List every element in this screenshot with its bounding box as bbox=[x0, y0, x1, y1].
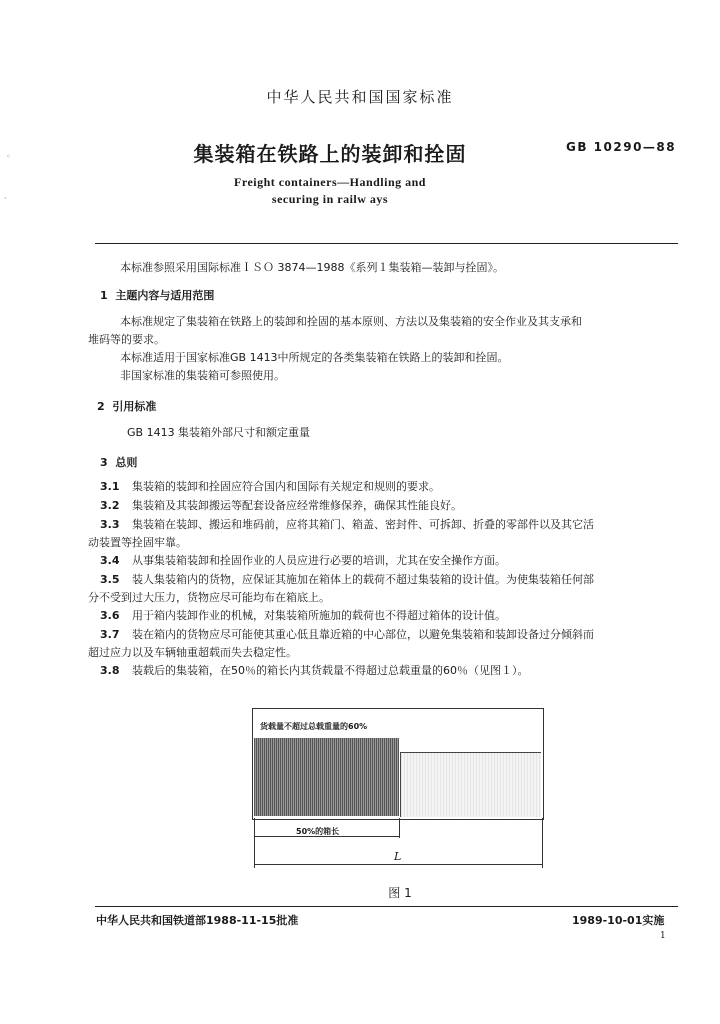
clause-3-7-cont: 超过应力以及车辆轴重超载而失去稳定性。 bbox=[88, 646, 297, 659]
document-title: 集装箱在铁路上的装卸和拴固 bbox=[193, 142, 467, 166]
dim-tick-right bbox=[542, 818, 543, 868]
clause-3-4 bbox=[100, 552, 506, 570]
clause-text: 集装箱的装卸和拴固应符合国内和国际有关规定和规则的要求。 bbox=[132, 480, 440, 493]
section-number: 3 bbox=[100, 456, 108, 469]
approval-line: 中华人民共和国铁道部1988-11-15批准 bbox=[96, 914, 299, 927]
remaining-load-region bbox=[400, 752, 541, 817]
clause-text: 装人集装箱内的货物，应保证其施加在箱体上的载荷不超过集装箱的设计值。为使集装箱任何部 bbox=[132, 573, 594, 586]
section-title: 总则 bbox=[115, 456, 138, 469]
dim-tick-left bbox=[254, 818, 255, 868]
sec1-para1-line1: 本标准规定了集装箱在铁路上的装卸和拴固的基本原则、方法以及集装箱的安全作业及其支承和 bbox=[120, 315, 582, 328]
length-label: L bbox=[394, 850, 402, 863]
header-rule bbox=[95, 243, 678, 244]
clause-3-2 bbox=[100, 497, 462, 515]
referenced-standard: GB 1413 集装箱外部尺寸和额定重量 bbox=[127, 426, 311, 439]
clause-number: 3.6 bbox=[100, 609, 120, 622]
section-2-heading bbox=[97, 398, 156, 416]
english-title-line1: Freight containers—Handling and bbox=[234, 175, 426, 189]
figure-1 bbox=[252, 708, 544, 820]
standard-code: GB 10290—88 bbox=[566, 140, 677, 154]
clause-3-8 bbox=[100, 662, 529, 680]
dim-tick-mid bbox=[399, 818, 400, 838]
clause-text: 装在箱内的货物应尽可能使其重心低且靠近箱的中心部位，以避免集装箱和装卸设备过分倾斜而 bbox=[132, 628, 594, 641]
figure-caption: 图 1 bbox=[388, 886, 412, 900]
clause-text: 从事集装箱装卸和拴固作业的人员应进行必要的培训，尤其在安全操作方面。 bbox=[132, 554, 506, 567]
clause-text: 集装箱及其装卸搬运等配套设备应经常维修保养，确保其性能良好。 bbox=[132, 499, 462, 512]
clause-number: 3.8 bbox=[100, 664, 120, 677]
sec1-para2: 本标准适用于国家标准GB 1413中所规定的各类集装箱在铁路上的装卸和拴固。 bbox=[120, 351, 509, 364]
clause-text: 装载后的集装箱，在50％的箱长内其货载量不得超过总载重量的60％（见图１）。 bbox=[132, 664, 529, 677]
clause-text: 用于箱内装卸作业的机械，对集装箱所施加的载荷也不得超过箱体的设计值。 bbox=[132, 609, 506, 622]
clause-3-6 bbox=[100, 607, 506, 625]
clause-text: 集装箱在装卸、搬运和堆码前，应将其箱门、箱盖、密封件、可拆卸、折叠的零部件以及其它活 bbox=[132, 518, 594, 531]
clause-number: 3.2 bbox=[100, 499, 120, 512]
clause-3-3 bbox=[100, 516, 594, 534]
clause-number: 3.3 bbox=[100, 518, 120, 531]
section-1-heading bbox=[100, 287, 214, 305]
load-limit-label: 货载量不超过总载重量的60% bbox=[260, 722, 368, 731]
section-3-heading bbox=[100, 454, 137, 472]
loaded-half-region bbox=[254, 738, 399, 816]
sec1-para1-line2: 堆码等的要求。 bbox=[88, 333, 165, 346]
clause-number: 3.7 bbox=[100, 628, 120, 641]
clause-number: 3.1 bbox=[100, 480, 120, 493]
clause-3-7 bbox=[100, 626, 594, 644]
sec1-para3: 非国家标准的集装箱可参照使用。 bbox=[120, 369, 285, 382]
intro-paragraph: 本标准参照采用国际标准ＩＳＯ 3874—1988《系列１集装箱—装卸与拴固》。 bbox=[120, 261, 504, 274]
issuing-organization: 中华人民共和国国家标准 bbox=[266, 88, 454, 106]
footer-rule bbox=[95, 906, 678, 907]
clause-3-1 bbox=[100, 478, 440, 496]
clause-3-5-cont: 分不受到过大压力，货物应尽可能均布在箱底上。 bbox=[88, 591, 330, 604]
clause-number: 3.5 bbox=[100, 573, 120, 586]
effective-date: 1989-10-01实施 bbox=[572, 914, 665, 927]
section-number: 1 bbox=[100, 289, 108, 302]
clause-number: 3.4 bbox=[100, 554, 120, 567]
section-number: 2 bbox=[97, 400, 105, 413]
scan-artifact: ◦ bbox=[6, 152, 11, 161]
clause-3-5 bbox=[100, 571, 594, 589]
scan-artifact: · bbox=[4, 194, 7, 203]
page-number: 1 bbox=[660, 931, 666, 941]
section-title: 主题内容与适用范围 bbox=[115, 289, 215, 302]
clause-3-3-cont: 动装置等拴固牢靠。 bbox=[88, 536, 187, 549]
english-title-line2: securing in railw ays bbox=[271, 192, 389, 206]
length-dimension-line bbox=[254, 864, 543, 865]
half-length-label: 50%的箱长 bbox=[296, 827, 340, 836]
section-title: 引用标准 bbox=[112, 400, 157, 413]
